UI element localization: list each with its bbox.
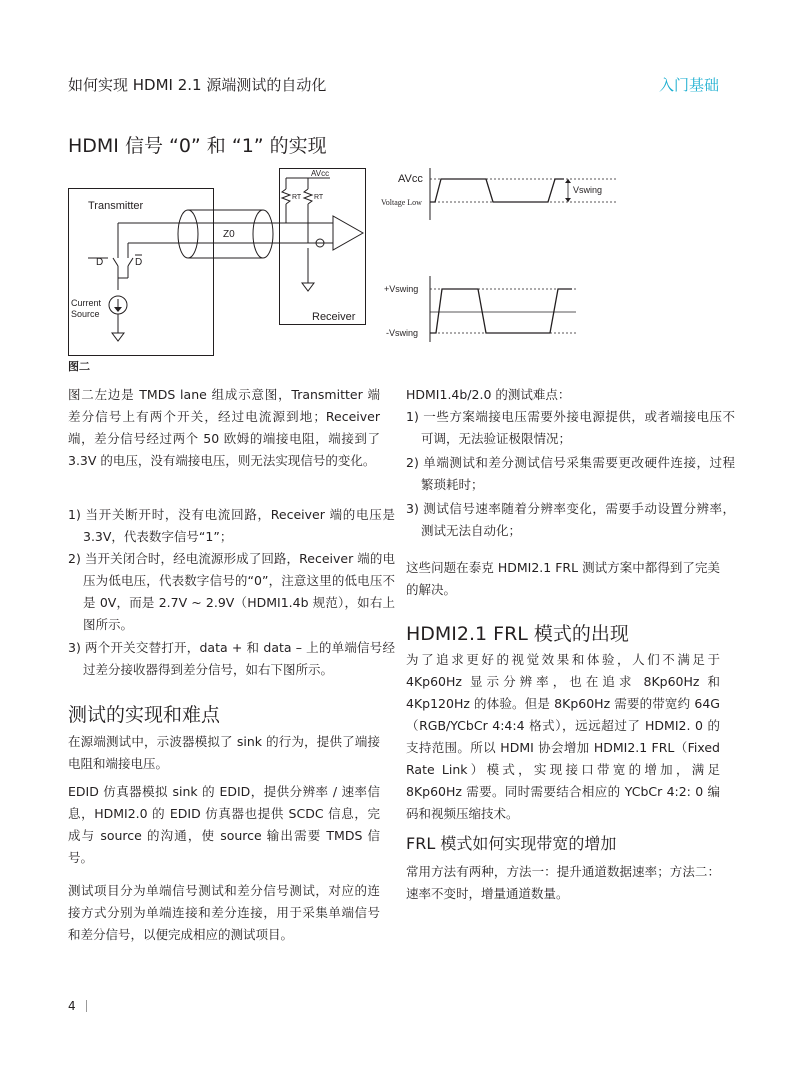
right-frl-paragraph: 为了追求更好的视觉效果和体验，人们不满足于4Kp60Hz 显示分辨率，也在追求 8Kp60Hz 和 4Kp120Hz 的体验。但是 8Kp60Hz 需要的带宽约 64G（RGB/YCbCr 4:4:4 格式），远远超过了 HDMI2. 0 的支持范围。所以 HDMI 协会增加 HDMI2.1 FRL（Fixed Rate Link）模式，实现接口带宽的增加，满足 8Kp60Hz 需要。同时需要结合相应的 YCbCr 4:2: 0 编码和视频压缩技术。 [406, 652, 720, 821]
cable-left-end [178, 210, 198, 258]
wave-voltage-low-label: Voltage Low [381, 198, 422, 207]
differential-waveform [378, 276, 578, 342]
wave-plus-vswing-label: +Vswing [384, 284, 419, 294]
wave-minus-vswing-label: -Vswing [386, 328, 419, 338]
right-list-item-3: 3) 测试信号速率随着分辨率变化，需要手动设置分辨率，测试无法自动化； [406, 501, 735, 538]
header-category: 入门基础 [658, 76, 719, 94]
ground-icon-rx [302, 283, 314, 291]
wave-vswing-label: Vswing [573, 185, 603, 195]
transmitter-box [69, 189, 214, 356]
right-solution-paragraph: 这些问题在泰克 HDMI2.1 FRL 测试方案中都得到了完美的解决。 [406, 560, 720, 597]
left-list-item-1: 1) 当开关断开时，没有电流回路，Receiver 端的电压是 3.3V，代表数字信号“1”； [68, 507, 395, 544]
left-testing-paragraph-3: 测试项目分为单端信号测试和差分信号测试，对应的连接方式分别为单端连接和差分连接，用于采集单端信号和差分信号，以便完成相应的测试项目。 [68, 883, 380, 942]
left-intro-paragraph: 图二左边是 TMDS lane 组成示意图，Transmitter 端差分信号上有两个开关，经过电流源到地；Receiver 端，差分信号经过两个 50 欧姆的端接电阻，端接到了 3.3V 的电压，没有端接电压，则无法实现信号的变化。 [68, 387, 380, 468]
circuit-current-label: Current [71, 298, 102, 308]
left-list-item-2: 2) 当开关闭合时，经电流源形成了回路，Receiver 端的电压为低电压，代表数字信号的“0”，注意这里的低电压不是 0V，而是 2.7V ~ 2.9V（HDMI1.4b 规范），如右上图所示。 [68, 551, 395, 632]
diff-receiver-icon [333, 216, 363, 250]
circuit-receiver-label: Receiver [312, 311, 356, 323]
right-list-item-1: 1) 一些方案端接电压需要外接电源提供，或者端接电压不可调，无法验证极限情况； [406, 409, 735, 446]
circuit-dbar-label: D [135, 257, 143, 268]
single-ended-waveform [378, 168, 618, 220]
left-testing-paragraph-1: 在源端测试中，示波器模拟了 sink 的行为，提供了端接电阻和端接电压。 [68, 734, 380, 771]
section-title-testing: 测试的实现和难点 [68, 704, 221, 726]
resistor-rt-1 [282, 189, 290, 204]
footer-divider [86, 1000, 87, 1012]
right-difficulty-intro: HDMI1.4b/2.0 的测试难点： [406, 387, 571, 402]
right-methods-paragraph: 常用方法有两种，方法一：提升通道数据速率；方法二：速率不变时，增量通道数量。 [406, 864, 720, 901]
circuit-z0-label: Z0 [223, 229, 235, 240]
circuit-transmitter-label: Transmitter [88, 200, 144, 212]
right-list-item-2: 2) 单端测试和差分测试信号采集需要更改硬件连接，过程繁琐耗时； [406, 455, 735, 492]
section-title-signal: HDMI 信号 “0” 和 “1” 的实现 [68, 135, 327, 157]
header-title: 如何实现 HDMI 2.1 源端测试的自动化 [68, 76, 327, 94]
circuit-rt-label-1: RT [292, 194, 302, 201]
circuit-avcc-label: AVcc [311, 169, 330, 178]
circuit-source-label: Source [71, 309, 100, 319]
left-list-item-3: 3) 两个开关交替打开，data + 和 data – 上的单端信号经过差分接收器得到差分信号，如右下图所示。 [68, 640, 395, 677]
section-title-frl: HDMI2.1 FRL 模式的出现 [406, 623, 629, 645]
cable-right-end [253, 210, 273, 258]
tmds-circuit-diagram [68, 168, 368, 356]
ground-icon-tx [112, 333, 124, 341]
page-number: 4 [68, 999, 76, 1013]
subsection-title-frl-bandwidth: FRL 模式如何实现带宽的增加 [406, 834, 617, 853]
circuit-rt-label-2: RT [314, 194, 324, 201]
resistor-rt-2 [304, 189, 312, 204]
left-testing-paragraph-2: EDID 仿真器模拟 sink 的 EDID，提供分辨率 / 速率信息，HDMI2.0 的 EDID 仿真器也提供 SCDC 信息，完成与 source 的沟通，使 source 输出需要 TMDS 信号。 [68, 784, 380, 865]
figure-caption: 图二 [68, 360, 90, 373]
circuit-d-label: D [96, 257, 104, 268]
wave-avcc-label: AVcc [398, 173, 423, 185]
